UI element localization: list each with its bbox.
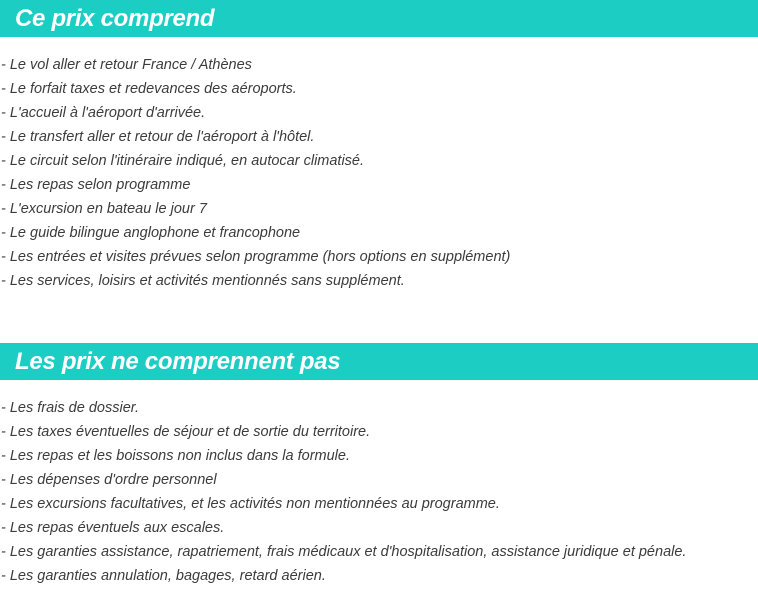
included-section-header	[0, 0, 758, 37]
excluded-section-header	[0, 343, 758, 380]
included-item: - Le vol aller et retour France / Athènes	[1, 57, 252, 73]
excluded-item: - Les repas et les boissons non inclus dans la formule.	[1, 448, 350, 464]
excluded-section-title: Les prix ne comprennent pas	[15, 347, 341, 375]
excluded-item: - Les taxes éventuelles de séjour et de sortie du territoire.	[1, 424, 371, 440]
excluded-item: - Les frais de dossier.	[1, 400, 140, 416]
included-items-list	[1, 55, 510, 295]
included-item: - L'excursion en bateau le jour 7	[1, 201, 207, 217]
included-item: - Le guide bilingue anglophone et francophone	[1, 225, 301, 241]
included-item: - Les repas selon programme	[1, 177, 191, 193]
excluded-items-list	[1, 398, 686, 590]
included-item: - Les entrées et visites prévues selon programme (hors options en supplément)	[1, 249, 511, 265]
included-item: - Les services, loisirs et activités mentionnés sans supplément.	[1, 273, 405, 289]
excluded-item: - Les repas éventuels aux escales.	[1, 520, 225, 536]
excluded-item: - Les garanties annulation, bagages, retard aérien.	[1, 568, 326, 584]
excluded-item: - Les excursions facultatives, et les activités non mentionnées au programme.	[1, 496, 500, 512]
excluded-item: - Les garanties assistance, rapatriement, frais médicaux et d'hospitalisation, assistance juridique et pénale.	[1, 544, 687, 560]
included-item: - L'accueil à l'aéroport d'arrivée.	[1, 105, 206, 121]
included-section-title: Ce prix comprend	[15, 4, 215, 32]
included-item: - Le circuit selon l'itinéraire indiqué, en autocar climatisé.	[1, 153, 365, 169]
included-item: - Le forfait taxes et redevances des aéroports.	[1, 81, 297, 97]
included-item: - Le transfert aller et retour de l'aéroport à l'hôtel.	[1, 129, 315, 145]
excluded-item: - Les dépenses d'ordre personnel	[1, 472, 217, 488]
